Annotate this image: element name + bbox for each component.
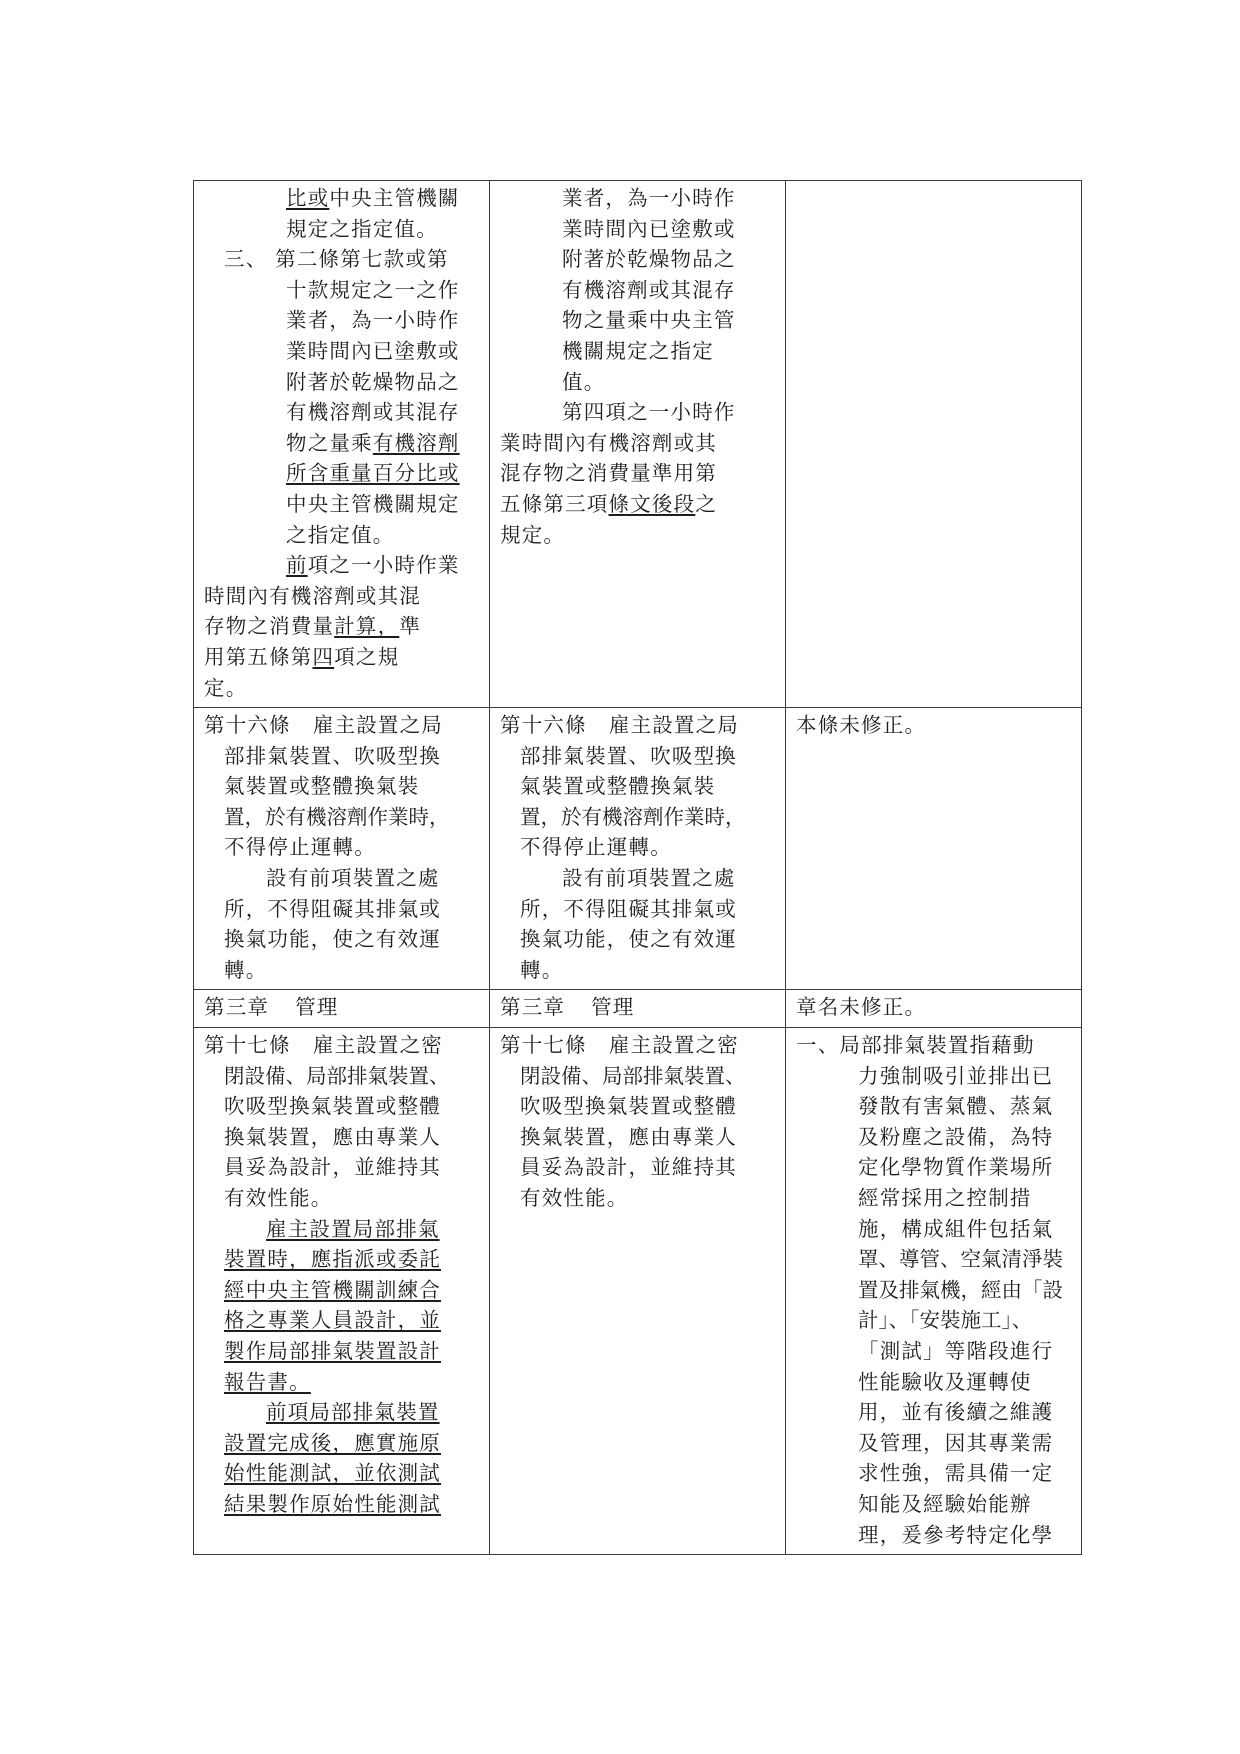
text-line [500,428,777,459]
text-line [500,214,777,245]
text-segment: 五條第三項 [500,491,609,516]
text-segment: 一、局部排氣裝置指藉動 [796,1033,1035,1058]
text-segment: 第四項之一小時作 [562,400,736,425]
text-line [500,336,777,367]
text-line [500,489,777,520]
text-line [796,1428,1073,1459]
text-line [500,183,777,214]
text-segment: 中央主管機關規定 [286,491,460,516]
text-line [204,1275,481,1306]
text-line [204,992,481,1023]
text-line [500,771,777,802]
text-segment: 用，並有後續之維護 [858,1400,1054,1425]
amended-text-segment: 結果製作原始性能測試 [224,1491,441,1516]
text-segment: 管理 [591,995,635,1020]
amended-text-cell [194,181,490,708]
text-segment: 有機溶劑或其混存 [562,277,736,302]
text-line [204,611,481,642]
text-line [204,550,481,581]
text-segment: 業者，為一小時作 [562,186,736,210]
text-line [204,397,481,428]
table-row [194,990,1082,1028]
text-line [204,367,481,398]
text-line [204,1336,481,1367]
text-line [796,1152,1073,1183]
amended-text-segment: 條文後段 [608,491,696,516]
text-line [204,894,481,925]
amended-text-segment: 所含重量百分比或 [286,461,460,486]
text-segment: 置及排氣機，經由「設 [858,1277,1063,1302]
text-line [204,183,481,214]
text-segment: 計」、「安裝施工」、 [858,1308,1033,1333]
text-segment: 定。 [204,675,248,700]
text-line [500,1122,777,1153]
table-row [194,1028,1082,1555]
text-line [500,367,777,398]
current-text-cell [490,990,786,1028]
text-line [204,955,481,986]
text-line [204,1122,481,1153]
text-line [796,1275,1073,1306]
text-segment: 及粉塵之設備，為特 [858,1124,1054,1149]
text-line [500,741,777,772]
text-line [500,924,777,955]
text-segment: 第三章 [204,995,270,1020]
text-segment: 設有前項裝置之處 [266,866,440,891]
text-line [204,710,481,741]
text-segment: 本條未修正。 [796,713,927,738]
amended-text-segment: 四 [312,644,335,669]
text-segment: 項之一小時作業 [307,553,460,578]
text-line [204,642,481,673]
text-line [500,1183,777,1214]
text-segment: 中央主管機關 [329,186,460,210]
text-line [204,1397,481,1428]
text-segment: 時間內有機溶劑或其混 [204,583,421,608]
text-segment: 準 [399,614,422,639]
text-segment: 之 [695,491,718,516]
text-segment: 有機溶劑或其混存 [286,400,460,425]
explanation-cell [786,990,1082,1028]
text-segment: 第十七條 [500,1033,587,1058]
text-line [204,244,481,275]
text-segment: 「測試」等階段進行 [858,1338,1054,1363]
text-segment: 施，構成組件包括氣 [858,1216,1054,1241]
text-segment: 存物之消費量 [204,614,335,639]
amended-text-segment: 前項局部排氣裝置 [266,1400,440,1425]
text-segment: 業時間內有機溶劑或其 [500,430,717,455]
text-line [204,214,481,245]
text-segment: 混存物之消費量準用第 [500,461,717,486]
text-line [796,1183,1073,1214]
explanation-cell [786,1028,1082,1555]
text-line [204,1305,481,1336]
text-line [500,894,777,925]
amended-text-segment: 裝置時，應指派或委託 [224,1247,441,1272]
text-segment: 氣裝置或整體換氣裝 [520,774,716,799]
text-segment: 三、 第二條第七款或第 [224,247,449,272]
text-segment: 十款規定之一之作 [286,277,460,302]
text-segment: 業時間內已塗敷或 [562,216,736,241]
text-line [500,1061,777,1092]
text-line [204,771,481,802]
text-segment: 員妥為設計，並維持其 [520,1155,737,1180]
text-line [500,863,777,894]
text-line [204,673,481,704]
text-segment: 罩、導管、空氣清淨裝 [858,1247,1063,1272]
text-segment: 管理 [295,995,339,1020]
text-segment: 不得停止運轉。 [520,835,672,860]
text-line [500,955,777,986]
text-segment: 附著於乾燥物品之 [562,247,736,272]
text-line [500,397,777,428]
explanation-cell [786,181,1082,708]
text-segment: 換氣功能，使之有效運 [224,927,441,952]
text-segment: 附著於乾燥物品之 [286,369,460,394]
text-segment: 吹吸型換氣裝置或整體 [520,1094,737,1119]
text-line [796,1458,1073,1489]
text-segment: 第三章 [500,995,566,1020]
text-line [204,1183,481,1214]
text-segment: 轉。 [224,957,268,982]
text-line [204,305,481,336]
text-line [500,832,777,863]
text-segment: 換氣裝置，應由專業人 [224,1124,441,1149]
text-line [500,520,777,551]
table-row [194,708,1082,990]
text-line [796,1244,1073,1275]
text-line [500,802,777,833]
text-segment: 部排氣裝置、吹吸型換 [520,743,737,768]
text-segment: 換氣裝置，應由專業人 [520,1124,737,1149]
text-segment: 置，於有機溶劑作業時， [520,804,746,829]
amended-text-segment: 經中央主管機關訓練合 [224,1277,441,1302]
text-segment: 發散有害氣體、蒸氣 [858,1094,1054,1119]
amended-text-segment: 雇主設置局部排氣 [266,1216,440,1241]
text-segment: 部排氣裝置、吹吸型換 [224,743,441,768]
text-segment: 置，於有機溶劑作業時， [224,804,450,829]
text-segment: 所，不得阻礙其排氣或 [224,896,441,921]
text-line [796,1305,1073,1336]
amendment-comparison-table [193,180,1082,1555]
text-line [204,520,481,551]
text-segment: 規定之指定值。 [286,216,438,241]
text-segment: 理，爰參考特定化學 [858,1522,1054,1547]
text-segment: 性能驗收及運轉使 [858,1369,1032,1394]
text-line [500,1030,777,1061]
text-segment: 及管理，因其專業需 [858,1430,1054,1455]
text-segment: 值。 [562,369,606,394]
amended-text-segment: 計算， [334,614,400,639]
text-segment: 吹吸型換氣裝置或整體 [224,1094,441,1119]
text-segment: 章名未修正。 [796,995,927,1020]
text-segment: 物之量乘中央主管 [562,308,736,333]
text-line [204,741,481,772]
text-line [796,1061,1073,1092]
text-line [796,992,1073,1023]
text-line [796,1030,1073,1061]
text-line [500,992,777,1023]
amended-text-segment: 前 [286,553,308,578]
amended-text-segment: 比或 [286,186,330,210]
text-segment: 業者，為一小時作 [286,308,460,333]
text-line [204,832,481,863]
text-line [204,489,481,520]
text-segment: 員妥為設計，並維持其 [224,1155,441,1180]
text-line [500,458,777,489]
amended-text-segment: 報告書。 [224,1369,311,1394]
text-segment: 有效性能。 [520,1186,629,1210]
text-line [796,1336,1073,1367]
amended-text-segment: 始性能測試，並依測試 [224,1461,441,1486]
text-segment: 物之量乘 [286,430,373,455]
text-segment: 第十七條 [204,1033,291,1058]
text-line [796,1367,1073,1398]
text-segment: 業時間內已塗敷或 [286,338,460,363]
text-line [204,1489,481,1520]
current-text-cell [490,181,786,708]
text-segment: 轉。 [520,957,564,982]
text-line [500,305,777,336]
text-segment: 雇主設置之局 [312,713,444,738]
text-segment: 求性強，需具備一定 [858,1461,1054,1486]
text-line [204,1061,481,1092]
text-line [796,1091,1073,1122]
text-line [204,1458,481,1489]
text-segment: 氣裝置或整體換氣裝 [224,774,420,799]
text-line [204,1214,481,1245]
amended-text-segment: 製作局部排氣裝置設計 [224,1338,441,1363]
text-line [500,710,777,741]
text-line [500,244,777,275]
text-line [204,1428,481,1459]
text-line [204,802,481,833]
text-line [796,1214,1073,1245]
text-segment: 知能及經驗始能辦 [858,1491,1032,1516]
text-segment: 雇主設置之局 [608,713,740,738]
text-line [500,1152,777,1183]
text-line [204,1244,481,1275]
amended-text-segment: 格之專業人員設計，並 [224,1308,441,1333]
text-segment: 機關規定之指定 [562,338,714,363]
text-segment: 雇主設置之密 [608,1033,740,1058]
text-segment: 第十六條 [500,713,587,738]
text-line [204,428,481,459]
text-segment: 閉設備、局部排氣裝置、 [520,1063,746,1088]
text-segment: 規定。 [500,522,566,547]
text-segment: 之指定值。 [286,522,395,547]
current-text-cell [490,708,786,990]
text-segment: 有效性能。 [224,1186,333,1210]
text-segment: 所，不得阻礙其排氣或 [520,896,737,921]
text-line [500,1091,777,1122]
amended-text-segment: 有機溶劑 [372,430,460,455]
amended-text-cell [194,990,490,1028]
amended-text-segment: 設置完成後，應實施原 [224,1430,441,1455]
text-segment: 第十六條 [204,713,291,738]
text-line [796,1520,1073,1551]
table-row [194,181,1082,708]
text-line [204,1152,481,1183]
text-segment: 換氣功能，使之有效運 [520,927,737,952]
text-segment: 經常採用之控制措 [858,1186,1032,1210]
text-line [204,1367,481,1398]
text-line [500,275,777,306]
text-segment: 設有前項裝置之處 [562,866,736,891]
text-line [204,275,481,306]
text-line [204,863,481,894]
text-line [796,1397,1073,1428]
amended-text-cell [194,1028,490,1555]
text-segment: 雇主設置之密 [312,1033,444,1058]
text-segment: 力強制吸引並排出已 [858,1063,1054,1088]
text-segment: 閉設備、局部排氣裝置、 [224,1063,450,1088]
text-line [204,336,481,367]
text-line [796,710,1073,741]
text-line [204,1030,481,1061]
text-segment: 項之規 [334,644,400,669]
amended-text-cell [194,708,490,990]
text-line [204,458,481,489]
text-line [204,1091,481,1122]
current-text-cell [490,1028,786,1555]
text-line [204,924,481,955]
text-segment: 用第五條第 [204,644,313,669]
explanation-cell [786,708,1082,990]
text-line [796,1122,1073,1153]
text-line [796,1489,1073,1520]
text-segment: 不得停止運轉。 [224,835,376,860]
text-segment: 定化學物質作業場所 [858,1155,1054,1180]
text-line [204,581,481,612]
